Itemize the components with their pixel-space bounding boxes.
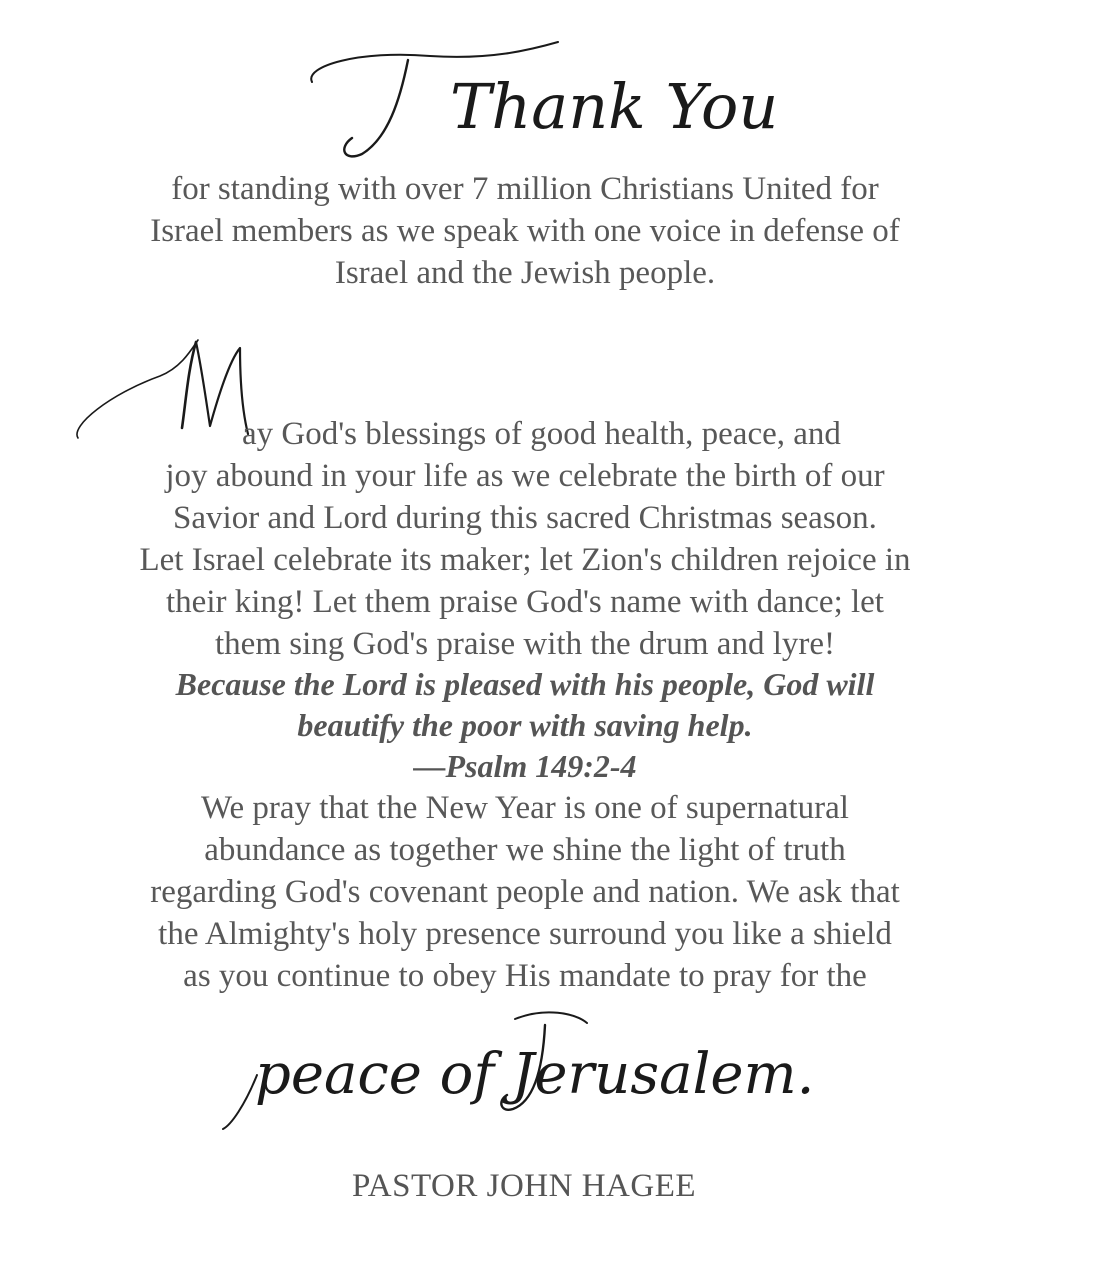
blessing-line: Let Israel celebrate its maker; let Zion's children rejoice in xyxy=(139,542,911,578)
intro-line: Israel members as we speak with one voice in defense of xyxy=(150,213,900,249)
signature: PASTOR JOHN HAGEE xyxy=(351,1168,697,1204)
blessing-line: them sing God's praise with the drum and lyre! xyxy=(215,626,835,662)
prayer-line: We pray that the New Year is one of supernatural xyxy=(201,790,849,826)
intro-line: for standing with over 7 million Christians United for xyxy=(171,171,879,207)
closing-script-text: peace of Jerusalem. xyxy=(255,1042,815,1107)
closing-script xyxy=(215,1005,855,1135)
blessing-paragraph xyxy=(40,455,1010,665)
intro-paragraph xyxy=(40,168,1010,294)
prayer-line: as you continue to obey His mandate to pray for the xyxy=(183,958,867,994)
prayer-line: abundance as together we shine the light of truth xyxy=(204,832,846,868)
thank-you-heading xyxy=(300,20,779,180)
prayer-paragraph xyxy=(40,787,1010,997)
intro-line: Israel and the Jewish people. xyxy=(334,255,716,291)
prayer-line: the Almighty's holy presence surround you like a shield xyxy=(158,916,892,952)
blessing-line: joy abound in your life as we celebrate the birth of our xyxy=(165,458,885,494)
drop-cap-m xyxy=(70,330,270,450)
blessing-line: Savior and Lord during this sacred Christmas season. xyxy=(173,500,877,536)
prayer-line: regarding God's covenant people and nation. We ask that xyxy=(150,874,900,910)
verse-citation: —Psalm 149:2-4 xyxy=(413,748,637,784)
verse-line: Because the Lord is pleased with his people, God will xyxy=(175,666,875,702)
blessing-line: their king! Let them praise God's name with dance; let xyxy=(166,584,884,620)
psalm-verse xyxy=(40,664,1010,787)
heading-script-text: Thank You xyxy=(450,70,779,143)
verse-line: beautify the poor with saving help. xyxy=(297,707,753,743)
blessing-first-line: ay God's blessings of good health, peace, and xyxy=(242,416,841,452)
